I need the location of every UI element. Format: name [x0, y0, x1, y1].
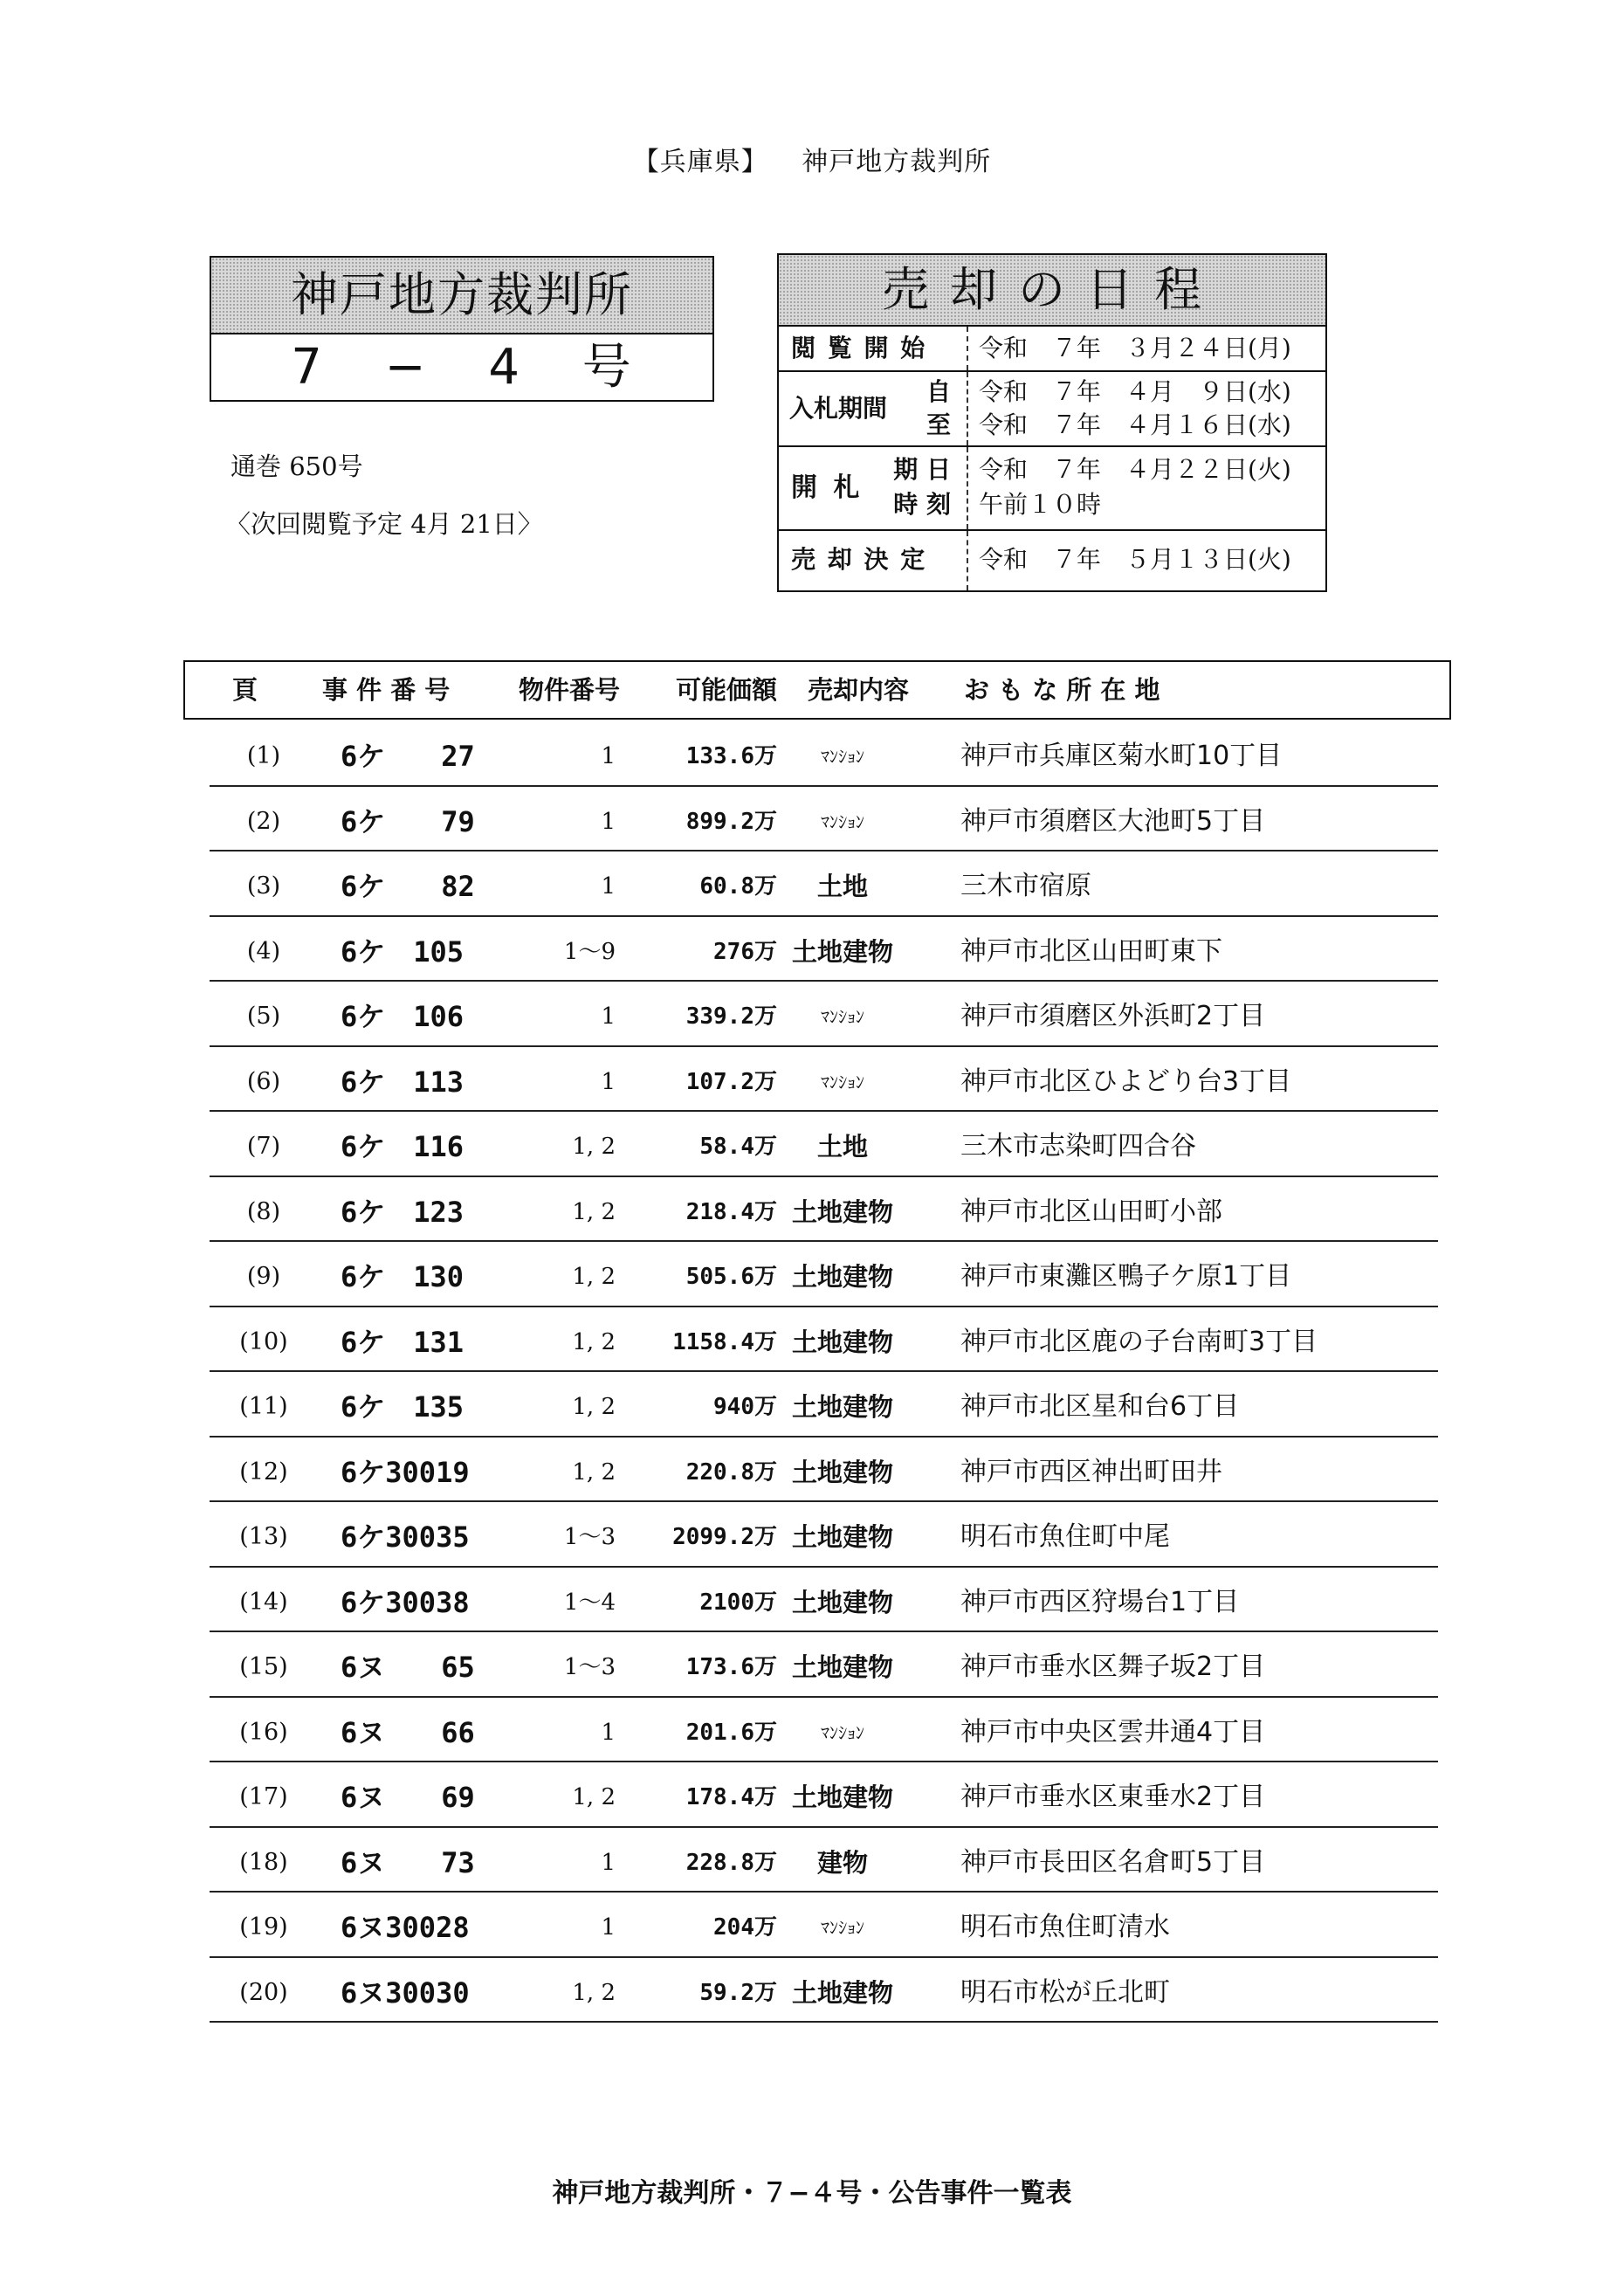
row-sale-type: ﾏﾝｼｮﾝ — [821, 1917, 864, 1938]
row-sale-type: ﾏﾝｼｮﾝ — [821, 1006, 864, 1027]
row-page-ref: (2) — [246, 807, 281, 835]
row-property-number: 1 — [601, 743, 616, 769]
opening-values — [967, 447, 1325, 529]
row-address: 神戸市西区神出町田井 — [960, 1456, 1222, 1487]
opening-time-label: 時 刻 — [893, 490, 951, 519]
row-address: 三木市宿原 — [960, 871, 1091, 901]
row-price: 276万 — [713, 938, 777, 965]
row-page-ref: (20) — [239, 1978, 288, 2006]
row-address: 神戸市垂水区東垂水2丁目 — [960, 1782, 1266, 1812]
row-page-ref: (11) — [239, 1393, 288, 1420]
col-header-address: お も な 所 在 地 — [964, 675, 1160, 705]
row-price: 339.2万 — [685, 1003, 777, 1030]
viewing-label: 閲 覧 開 始 — [791, 334, 927, 362]
table-row — [210, 1893, 1438, 1958]
row-property-number: 1〜4 — [563, 1589, 616, 1616]
row-case-number: 6ケ 116 — [341, 1130, 464, 1163]
row-sale-type: ﾏﾝｼｮﾝ — [821, 810, 864, 832]
bidding-from-label: 自 — [926, 377, 951, 406]
row-price: 201.6万 — [685, 1719, 777, 1746]
row-case-number: 6ケ 123 — [341, 1195, 464, 1229]
row-sale-type: 土地 — [816, 872, 868, 901]
row-case-number: 6ケ 82 — [341, 870, 475, 903]
row-property-number: 1 — [601, 1003, 616, 1030]
col-header-page: 頁 — [232, 675, 258, 705]
table-row — [210, 1438, 1438, 1503]
row-property-number: 1 — [601, 1914, 616, 1941]
row-price: 2100万 — [699, 1589, 777, 1616]
row-price: 899.2万 — [685, 808, 777, 835]
page-header — [0, 140, 1624, 178]
row-case-number: 6ケ30019 — [341, 1455, 470, 1489]
row-address: 明石市魚住町中尾 — [960, 1521, 1170, 1552]
row-property-number: 1 — [601, 1849, 616, 1876]
row-property-number: 1, 2 — [572, 1394, 616, 1420]
table-row — [210, 1568, 1438, 1633]
prefecture-label: 【兵庫県】 — [632, 147, 768, 177]
row-page-ref: (4) — [246, 937, 281, 965]
row-address: 神戸市長田区名倉町5丁目 — [960, 1846, 1266, 1878]
row-price: 107.2万 — [685, 1068, 777, 1095]
row-sale-type: 土地建物 — [791, 1262, 893, 1292]
opening-date-value: 令和 ７年 ４月２２日(火) — [979, 455, 1291, 484]
table-row — [210, 851, 1438, 917]
row-address: 神戸市東灘区鴨子ケ原1丁目 — [960, 1261, 1292, 1292]
table-row — [210, 1242, 1438, 1307]
row-address: 神戸市垂水区舞子坂2丁目 — [960, 1651, 1266, 1682]
sale-schedule-box — [777, 253, 1327, 592]
col-header-price: 可能価額 — [676, 675, 778, 705]
page-footer: 神戸地方裁判所・７−４号・公告事件一覧表 — [552, 2178, 1072, 2209]
row-case-number: 6ケ 113 — [341, 1065, 464, 1099]
table-row — [210, 1828, 1438, 1893]
row-case-number: 6ケ 27 — [341, 740, 475, 773]
row-page-ref: (3) — [246, 872, 281, 900]
row-page-ref: (12) — [239, 1458, 288, 1486]
row-price: 505.6万 — [685, 1264, 777, 1290]
row-property-number: 1 — [601, 808, 616, 835]
schedule-row-bidding — [779, 372, 1325, 447]
row-case-number: 6ケ30038 — [341, 1585, 470, 1619]
table-row — [210, 1112, 1438, 1177]
row-property-number: 1, 2 — [572, 1328, 616, 1355]
row-page-ref: (9) — [246, 1263, 281, 1290]
row-case-number: 6ヌ 73 — [341, 1845, 475, 1879]
bidding-from-value: 令和 ７年 ４月 ９日(水) — [979, 377, 1291, 406]
table-row — [210, 787, 1438, 852]
row-case-number: 6ケ 79 — [341, 804, 475, 838]
row-page-ref: (15) — [239, 1653, 288, 1680]
bidding-values — [967, 372, 1325, 445]
row-price: 940万 — [713, 1394, 777, 1420]
row-sale-type: 建物 — [816, 1847, 868, 1878]
row-case-number: 6ケ 130 — [341, 1260, 464, 1293]
row-address: 神戸市北区山田町東下 — [960, 935, 1222, 967]
decision-value: 令和 ７年 ５月１３日(火) — [967, 531, 1325, 590]
row-property-number: 1, 2 — [572, 1458, 616, 1486]
table-row — [210, 1958, 1438, 2024]
viewing-value: 令和 ７年 ３月２４日(月) — [967, 327, 1325, 370]
row-page-ref: (6) — [246, 1067, 281, 1095]
row-case-number: 6ヌ 66 — [341, 1715, 475, 1749]
next-viewing-date: 〈次回閲覧予定 4月 21日〉 — [225, 509, 543, 539]
row-address: 明石市松が丘北町 — [960, 1976, 1170, 2008]
table-header — [183, 660, 1451, 720]
row-case-number: 6ヌ 65 — [341, 1651, 475, 1684]
table-row — [210, 1632, 1438, 1698]
row-price: 228.8万 — [685, 1849, 777, 1876]
court-issue-box — [210, 256, 714, 402]
case-table-body — [210, 721, 1438, 2023]
row-case-number: 6ケ 135 — [341, 1390, 464, 1424]
row-property-number: 1, 2 — [572, 1784, 616, 1810]
row-price: 133.6万 — [685, 743, 777, 769]
row-property-number: 1 — [601, 873, 616, 900]
court-name-title: 神戸地方裁判所 — [211, 258, 712, 334]
row-case-number: 6ヌ30028 — [341, 1911, 470, 1944]
table-row — [210, 917, 1438, 982]
row-page-ref: (16) — [239, 1718, 288, 1746]
col-header-property-number: 物件番号 — [519, 675, 621, 705]
issue-number: 7 − 4 号 — [291, 339, 633, 396]
row-page-ref: (5) — [246, 1003, 281, 1030]
row-price: 59.2万 — [699, 1979, 777, 2006]
row-case-number: 6ヌ 69 — [341, 1781, 475, 1814]
row-sale-type: 土地建物 — [791, 1652, 893, 1682]
row-case-number: 6ケ30035 — [341, 1520, 470, 1554]
row-sale-type: 土地建物 — [791, 1457, 893, 1487]
row-price: 173.6万 — [685, 1654, 777, 1680]
row-price: 220.8万 — [685, 1458, 777, 1486]
table-row — [210, 721, 1438, 787]
table-row — [210, 1307, 1438, 1373]
header-court-name: 神戸地方裁判所 — [802, 147, 992, 177]
opening-time-value: 午前１０時 — [979, 490, 1102, 519]
row-sale-type: 土地 — [816, 1132, 868, 1162]
table-row — [210, 1047, 1438, 1113]
table-row — [210, 1698, 1438, 1763]
row-property-number: 1〜3 — [563, 1524, 616, 1550]
row-page-ref: (8) — [246, 1197, 281, 1225]
table-row — [210, 1502, 1438, 1568]
row-page-ref: (17) — [239, 1783, 288, 1810]
row-sale-type: ﾏﾝｼｮﾝ — [821, 1721, 864, 1743]
schedule-row-viewing — [779, 327, 1325, 372]
row-address: 明石市魚住町清水 — [960, 1912, 1170, 1942]
row-property-number: 1, 2 — [572, 1198, 616, 1225]
row-case-number: 6ヌ30030 — [341, 1975, 470, 2010]
row-price: 204万 — [713, 1914, 777, 1941]
row-price: 178.4万 — [685, 1784, 777, 1810]
row-sale-type: 土地建物 — [791, 1522, 893, 1552]
col-header-case-number: 事 件 番 号 — [322, 675, 451, 705]
row-property-number: 1〜9 — [563, 938, 616, 965]
row-price: 60.8万 — [699, 873, 777, 900]
row-sale-type: 土地建物 — [791, 1196, 893, 1227]
row-case-number: 6ケ 106 — [341, 1000, 464, 1033]
row-property-number: 1, 2 — [572, 1134, 616, 1160]
row-address: 三木市志染町四合谷 — [960, 1131, 1196, 1162]
row-price: 58.4万 — [699, 1134, 777, 1160]
schedule-row-opening — [779, 447, 1325, 531]
row-sale-type: ﾏﾝｼｮﾝ — [821, 1071, 864, 1093]
volume-number: 通巻 650号 — [231, 452, 363, 481]
row-price: 1158.4万 — [672, 1328, 777, 1355]
row-sale-type: 土地建物 — [791, 1587, 893, 1617]
row-address: 神戸市中央区雲井通4丁目 — [960, 1716, 1266, 1748]
row-property-number: 1 — [601, 1068, 616, 1095]
row-page-ref: (1) — [246, 742, 281, 769]
schedule-title: 売却の日程 — [779, 255, 1325, 327]
row-case-number: 6ケ 105 — [341, 934, 464, 969]
row-page-ref: (14) — [239, 1588, 288, 1616]
row-case-number: 6ケ 131 — [341, 1325, 464, 1359]
row-address: 神戸市北区星和台6丁目 — [960, 1391, 1240, 1422]
col-header-sale-type: 売却内容 — [808, 675, 910, 705]
row-sale-type: 土地建物 — [791, 1977, 893, 2008]
row-address: 神戸市兵庫区菊水町10丁目 — [960, 741, 1283, 771]
row-sale-type: 土地建物 — [791, 1327, 893, 1357]
row-page-ref: (13) — [239, 1523, 288, 1550]
row-address: 神戸市北区鹿の子台南町3丁目 — [960, 1326, 1318, 1357]
table-row — [210, 982, 1438, 1047]
bidding-to-value: 令和 ７年 ４月１６日(水) — [979, 410, 1291, 439]
row-address: 神戸市北区山田町小部 — [960, 1196, 1222, 1227]
table-row — [210, 1762, 1438, 1828]
row-page-ref: (19) — [239, 1913, 288, 1941]
row-sale-type: 土地建物 — [791, 1392, 893, 1422]
row-property-number: 1, 2 — [572, 1264, 616, 1290]
row-price: 218.4万 — [685, 1198, 777, 1225]
row-sale-type: 土地建物 — [791, 936, 893, 967]
row-page-ref: (7) — [246, 1133, 281, 1160]
row-property-number: 1, 2 — [572, 1979, 616, 2006]
schedule-row-decision — [779, 531, 1325, 590]
row-sale-type: 土地建物 — [791, 1782, 893, 1812]
row-address: 神戸市須磨区外浜町2丁目 — [960, 1001, 1266, 1031]
row-price: 2099.2万 — [672, 1524, 777, 1550]
bidding-label: 入札期間 自 至 — [779, 372, 967, 445]
row-address: 神戸市北区ひよどり台3丁目 — [960, 1065, 1292, 1097]
header-right-border — [1449, 662, 1451, 718]
bidding-to-label: 至 — [926, 410, 951, 439]
table-row — [210, 1177, 1438, 1243]
row-property-number: 1 — [601, 1719, 616, 1746]
row-address: 神戸市須磨区大池町5丁目 — [960, 805, 1266, 837]
decision-label: 売 却 決 定 — [791, 545, 927, 574]
row-sale-type: ﾏﾝｼｮﾝ — [821, 746, 864, 767]
row-property-number: 1〜3 — [563, 1654, 616, 1680]
row-page-ref: (10) — [239, 1327, 288, 1355]
row-address: 神戸市西区狩場台1丁目 — [960, 1586, 1240, 1617]
opening-date-label: 期 日 — [893, 455, 951, 484]
table-row — [210, 1372, 1438, 1438]
row-page-ref: (18) — [239, 1848, 288, 1876]
opening-label: 開 札 期 日 時 刻 — [779, 447, 967, 529]
